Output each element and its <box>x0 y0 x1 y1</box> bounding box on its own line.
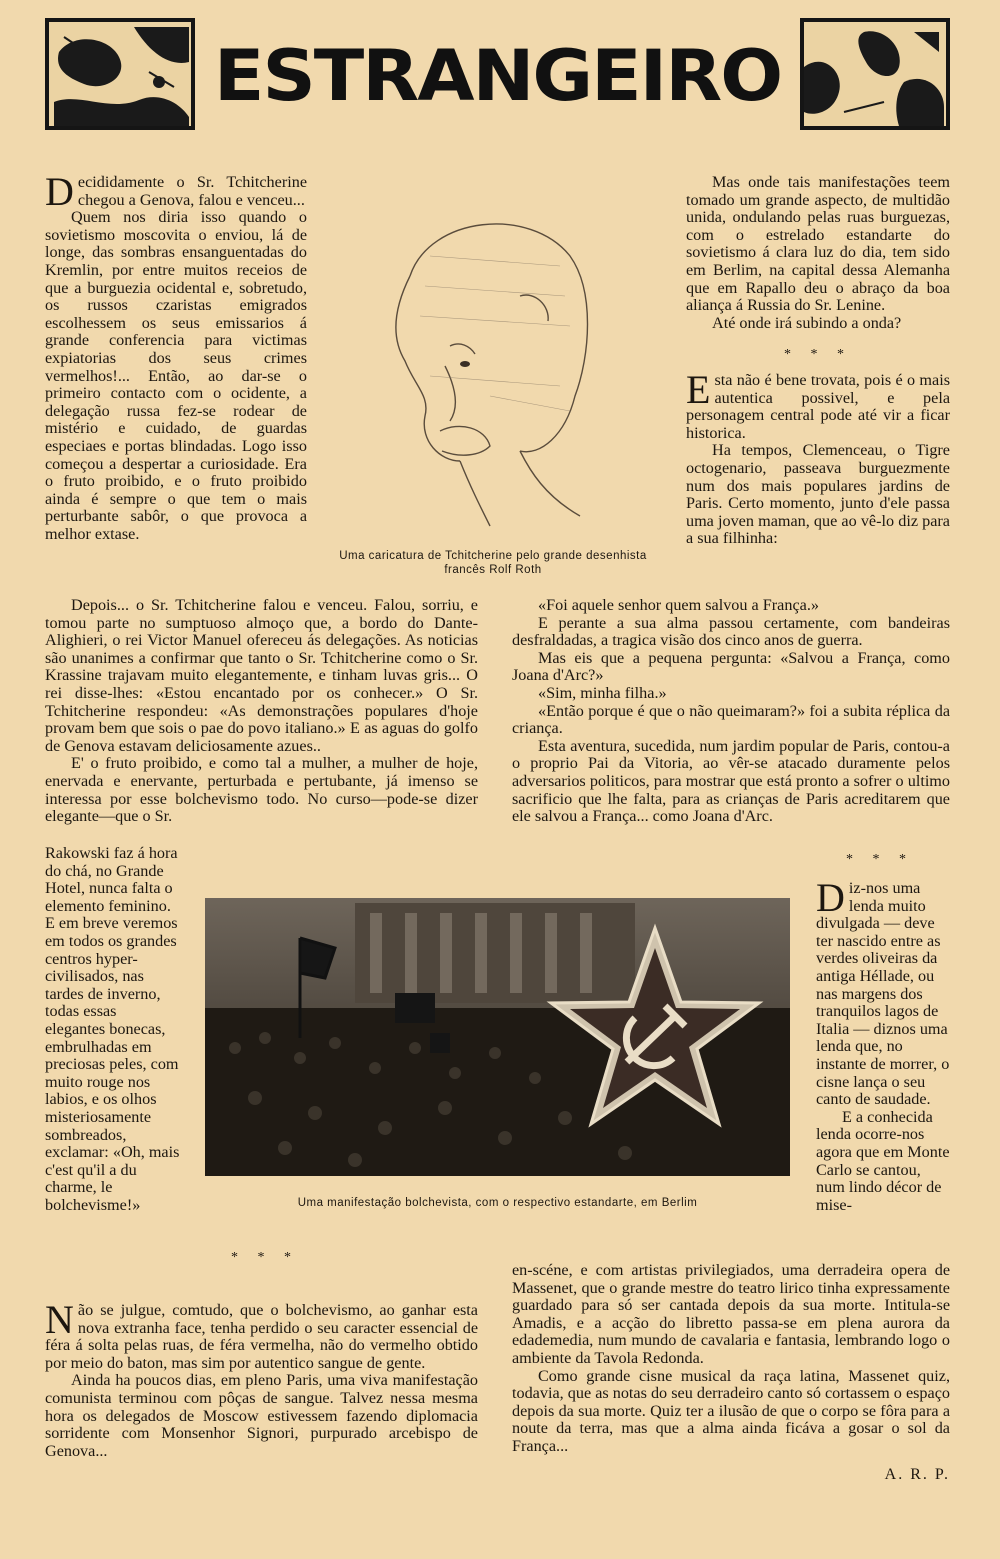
map-ornament-left <box>45 18 195 130</box>
author-signature: A. R. P. <box>884 1466 950 1483</box>
paragraph: «Então porque é que o não queimaram?» foi a subita réplica da criança. <box>512 701 950 738</box>
paragraph: Quem nos diria isso quando o sovietismo moscovita o enviou, lá de longe, das sombras ensanguentadas do Kremlin, por entre muitos receios de que a burguezia ocidental e, sobretudo, os russos czaristas emigrados escolhessem os seus emissarios á grande conferencia para victimas expiatorias dos seus crimes vermelhos!... Então, ao dar-se o primeiro contacto com o ocidente, a delegação russa fez-se rodear de mistério e cuidado, de guardas especiaes e portas blindadas. Logo isso começou a despertar a curiosidade. Era o fruto proibido, e o fruto proibido ainda é sempre o que tem o mais perturbante sabôr, o que provoca a melhor extase. <box>45 208 307 543</box>
caricature-drawing <box>370 196 610 536</box>
column-bottom-right <box>512 1262 950 1456</box>
paragraph: Ha tempos, Clemenceau, o Tigre octogenario, passeava burguezmente num dos mais populares jardins de Paris. Certo momento, junto d'ele passa uma joven maman, que ao vê-lo diz para a sua filhinha: <box>686 441 950 548</box>
paragraph: E a conhecida lenda ocorre-nos agora que em Monte Carlo se cantou, num lindo décor de mise- <box>816 1107 950 1214</box>
column-narrow-right <box>816 875 950 1214</box>
paragraph: Decididamente o Sr. Tchitcherine chegou a Genova, falou e venceu... <box>45 169 307 214</box>
paragraph: Ainda ha poucos dias, em pleno Paris, uma viva manifestação comunista terminou com pôças de sangue. Talvez nessa mesma hora os delegados de Moscow estivessem fazendo diplomacia sorridente com Monsenhor Signori, purpurado arcebispo de Genova... <box>45 1371 478 1460</box>
column-bottom-left <box>45 1297 478 1460</box>
paragraph: Mas onde tais manifestações teem tomado um grande aspecto, de multidão unida, ondulando pelas ruas burguezas, com o estrelado estandarte do sovietismo á clara luz do dia, tem sido em Berlim, na capital dessa Alemanha que em Rapallo deu o abraço da boa aliança á Russia do Sr. Lenine. <box>686 173 950 315</box>
paragraph: Mas eis que a pequena pergunta: «Salvou a França, como Joana d'Arc?» <box>512 648 950 685</box>
photo-caption: Uma manifestação bolchevista, com o respectivo estandarte, em Berlim <box>297 1197 698 1209</box>
section-divider: * * * <box>784 347 852 363</box>
masthead <box>45 18 950 130</box>
paragraph: Esta aventura, sucedida, num jardim popular de Paris, contou-a o proprio Pai da Vitoria, ao vêr-se atacado duramente pelos adversarios politicos, para mostrar que está pronto a sofrer o ultimo sacrificio que lhe falta, para as crianças de Paris acreditarem que ele salvou a França... como Joana d'Arc. <box>512 736 950 826</box>
section-divider: * * * <box>846 852 914 867</box>
column-middle-left <box>45 597 478 826</box>
drop-cap: D <box>45 169 74 214</box>
paragraph: en-scéne, e com artistas privilegiados, uma derradeira opera de Massenet, que o grande mestre do teatro lirico tinha expressamente guardado para só ser cantada depois da sua morte. Intitula-se Amadis, e a acção do libretto passa-se em plena aurora da edademedia, num mundo de cavalaria e fantasia, lembrando logo o ambiente da Tavola Redonda. <box>512 1261 950 1367</box>
paragraph: Diz-nos uma lenda muito divulgada — deve ter nascido entre as verdes oliveiras da antiga Héllade, ou nas margens dos tranquilos lagos de Italia — diznos uma lenda que, no instante de morrer, o cisne lança o seu canto de saudade. <box>816 875 950 1109</box>
demonstration-photo <box>205 898 790 1176</box>
paragraph: E perante a sua alma passou certamente, com bandeiras desfraldadas, a tragica visão dos cinco anos de guerra. <box>512 613 950 650</box>
drop-cap: D <box>816 875 845 920</box>
drop-cap: N <box>45 1297 74 1342</box>
map-ornament-right <box>800 18 950 130</box>
column-right <box>686 174 950 548</box>
paragraph: E' o fruto proibido, e como tal a mulher, a mulher de hoje, enervada e enervante, perturbada e pertubante, já imenso se interessa por esse bolchevismo todo. No curso—pode-se dizer elegante—que o Sr. <box>45 754 478 826</box>
paragraph: Depois... o Sr. Tchitcherine falou e venceu. Falou, sorriu, e tomou parte no sumptuoso almoço que, a bordo do Dante-Alighieri, o rei Victor Manuel ofereceu ás delegações. As noticias são unanimes a confirmar que tanto o Sr. Tchitcherine como o Sr. Krassine trajavam muito elegantemente, e tinham luvas gris... O rei disse-lhes: «Estou encantado por os conhecer.» O Sr. Tchitcherine respondeu: «As demonstrações populares d'hoje provam bem que sois o pae do povo italiano.» E as aguas do golfo de Genova estavam deliciosamente azues.. <box>45 596 478 755</box>
portrait-caption: Uma caricatura de Tchitcherine pelo grande desenhista francês Rolf Roth <box>339 550 647 576</box>
drop-cap: E <box>686 366 711 412</box>
paragraph: Não se julgue, comtudo, que o bolchevismo, ao ganhar esta nova extranha face, tenha perdido o seu caracter essencial de féra á solta pelas ruas, de féra vermelha, não do vermelho obtido por meio do baton, mas sim por autentico sangue de gente. <box>45 1297 478 1372</box>
paragraph: Até onde irá subindo a onda? <box>712 313 902 332</box>
column-middle-right <box>512 597 950 826</box>
section-divider: * * * <box>231 1250 299 1265</box>
column-narrow-left: Rakowski faz á hora do chá, no Grande Hotel, nunca falta o elemento feminino. E em breve veremos em todos os grandes centros hyper-civilisados, nas tardes de inverno, todas essas elegantes bonecas, embrulhadas em preciosas peles, com muito rouge nos labios, e os olhos misteriosamente sombreados, exclamar: «Oh, mais c'est qu'il a du charme, le bolchevisme!» <box>45 844 180 1214</box>
paragraph: Como grande cisne musical da raça latina, Massenet quiz, todavia, que as notas do seu derradeiro canto só cortassem o espaço depois da sua morte. Quiz ter a ilusão de que o corpo se fôra para a noute da terra, mas que a alma ainda ficáva a gosar o sol da França... <box>512 1366 950 1455</box>
paragraph: Esta não é bene trovata, pois é o mais autentica possivel, e pela personagem central pode até vir a ficar historica. <box>686 366 950 442</box>
paragraph: «Foi aquele senhor quem salvou a França.» <box>538 596 819 614</box>
paragraph: «Sim, minha filha.» <box>538 683 667 702</box>
section-title: ESTRANGEIRO <box>213 35 782 117</box>
column-left <box>45 169 307 543</box>
